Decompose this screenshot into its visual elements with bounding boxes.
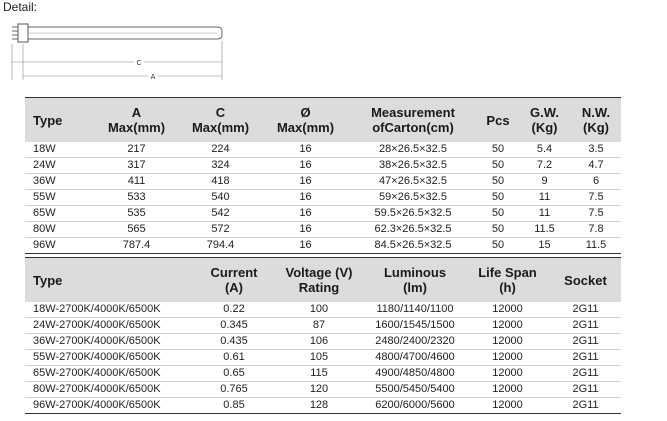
cell-pcs: 50 bbox=[491, 143, 505, 155]
header-life-span: Life Span (h) bbox=[465, 258, 550, 303]
cell-type: 80W bbox=[33, 223, 56, 235]
cell-current: 0.345 bbox=[220, 319, 248, 331]
cell-measurement: 47×26.5×32.5 bbox=[379, 175, 447, 187]
cell-a: 533 bbox=[127, 191, 146, 203]
cell-type: 65W bbox=[33, 207, 56, 219]
cell-socket: 2G11 bbox=[572, 335, 599, 347]
cell-gw: 5.4 bbox=[536, 143, 553, 155]
cell-voltage: 120 bbox=[309, 383, 329, 395]
cell-type: 96W-2700K/4000K/6500K bbox=[33, 399, 161, 411]
cell-type: 24W-2700K/4000K/6500K bbox=[33, 319, 161, 331]
header-a: A Max(mm) bbox=[95, 98, 178, 143]
cell-voltage: 100 bbox=[309, 303, 329, 315]
header-nw: N.W. (Kg) bbox=[571, 98, 621, 143]
cell-type: 55W bbox=[33, 191, 56, 203]
header-diameter: Ø Max(mm) bbox=[263, 98, 348, 143]
cell-type: 80W-2700K/4000K/6500K bbox=[33, 383, 161, 395]
table-row bbox=[25, 238, 621, 254]
cell-c: 418 bbox=[211, 175, 230, 187]
cell-pcs: 50 bbox=[491, 191, 505, 203]
header-gw: G.W. (Kg) bbox=[518, 98, 571, 143]
table-row bbox=[25, 382, 621, 398]
cell-diameter: 16 bbox=[299, 239, 312, 251]
cell-life-span: 12000 bbox=[492, 303, 523, 315]
table-row bbox=[25, 334, 621, 350]
cell-current: 0.85 bbox=[223, 399, 245, 411]
cell-type: 36W-2700K/4000K/6500K bbox=[33, 335, 161, 347]
cell-gw: 7.2 bbox=[536, 159, 553, 171]
header-measurement: Measurement ofCarton(cm) bbox=[348, 98, 478, 143]
cell-socket: 2G11 bbox=[572, 383, 599, 395]
cell-life-span: 12000 bbox=[492, 335, 523, 347]
cell-diameter: 16 bbox=[299, 207, 312, 219]
table-row bbox=[25, 142, 621, 158]
cell-measurement: 84.5×26.5×32.5 bbox=[374, 239, 452, 251]
cell-luminous: 4800/4700/4600 bbox=[375, 351, 455, 363]
cell-current: 0.65 bbox=[223, 367, 245, 379]
cell-a: 787.4 bbox=[122, 239, 151, 251]
cell-type: 96W bbox=[33, 239, 56, 251]
cell-a: 411 bbox=[127, 175, 146, 187]
cell-a: 317 bbox=[127, 159, 146, 171]
table-row bbox=[25, 222, 621, 238]
lamp-drawing bbox=[10, 14, 240, 86]
cell-luminous: 4900/4850/4800 bbox=[375, 367, 455, 379]
cell-diameter: 16 bbox=[299, 191, 312, 203]
cell-c: 224 bbox=[211, 143, 230, 155]
dimensions-table-header bbox=[25, 98, 621, 143]
cell-life-span: 12000 bbox=[492, 351, 523, 363]
cell-nw: 6 bbox=[592, 175, 600, 187]
cell-current: 0.22 bbox=[223, 303, 245, 315]
table-row bbox=[25, 398, 621, 414]
cell-pcs: 50 bbox=[491, 207, 505, 219]
cell-a: 535 bbox=[127, 207, 146, 219]
cell-nw: 11.5 bbox=[585, 239, 607, 251]
cell-diameter: 16 bbox=[299, 159, 312, 171]
cell-c: 540 bbox=[211, 191, 230, 203]
cell-measurement: 59.5×26.5×32.5 bbox=[374, 207, 452, 219]
table-row bbox=[25, 350, 621, 366]
cell-c: 324 bbox=[211, 159, 230, 171]
cell-luminous: 6200/6000/5600 bbox=[375, 399, 455, 411]
cell-current: 0.435 bbox=[220, 335, 248, 347]
cell-luminous: 1180/1140/1100 bbox=[376, 303, 454, 315]
cell-gw: 11 bbox=[538, 191, 551, 203]
cell-voltage: 87 bbox=[312, 319, 326, 331]
cell-a: 217 bbox=[127, 143, 146, 155]
cell-life-span: 12000 bbox=[492, 319, 523, 331]
cell-nw: 7.5 bbox=[588, 207, 604, 219]
dimensions-table bbox=[25, 97, 621, 254]
cell-pcs: 50 bbox=[491, 175, 505, 187]
cell-life-span: 12000 bbox=[492, 367, 523, 379]
lamp-dimension-diagram bbox=[10, 14, 240, 86]
cell-current: 0.765 bbox=[220, 383, 248, 395]
cell-pcs: 50 bbox=[491, 159, 505, 171]
cell-nw: 3.5 bbox=[588, 143, 604, 155]
header-current: Current (A) bbox=[195, 258, 273, 303]
table-row bbox=[25, 366, 621, 382]
header-luminous: Luminous (lm) bbox=[365, 258, 465, 303]
cell-nw: 7.5 bbox=[588, 191, 604, 203]
cell-gw: 15 bbox=[538, 239, 551, 251]
header-type: Type bbox=[25, 258, 195, 303]
table-row bbox=[25, 318, 621, 334]
electrical-table-header bbox=[25, 258, 621, 303]
cell-nw: 7.8 bbox=[588, 223, 604, 235]
cell-pcs: 50 bbox=[491, 223, 505, 235]
cell-measurement: 38×26.5×32.5 bbox=[379, 159, 447, 171]
cell-type: 24W bbox=[33, 159, 56, 171]
header-c: C Max(mm) bbox=[178, 98, 263, 143]
cell-c: 794.4 bbox=[206, 239, 235, 251]
cell-voltage: 105 bbox=[309, 351, 329, 363]
cell-measurement: 62.3×26.5×32.5 bbox=[374, 223, 452, 235]
cell-gw: 9 bbox=[541, 175, 548, 187]
cell-current: 0.61 bbox=[223, 351, 245, 363]
cell-life-span: 12000 bbox=[492, 399, 523, 411]
cell-voltage: 128 bbox=[309, 399, 329, 411]
cell-socket: 2G11 bbox=[572, 399, 599, 411]
cell-type: 65W-2700K/4000K/6500K bbox=[33, 367, 161, 379]
cell-socket: 2G11 bbox=[572, 319, 599, 331]
dimension-c-label: C bbox=[136, 60, 142, 67]
cell-socket: 2G11 bbox=[572, 351, 599, 363]
header-type: Type bbox=[25, 98, 95, 143]
header-socket: Socket bbox=[550, 258, 621, 303]
table-row bbox=[25, 174, 621, 190]
table-row bbox=[25, 206, 621, 222]
cell-voltage: 115 bbox=[310, 367, 328, 379]
cell-type: 55W-2700K/4000K/6500K bbox=[33, 351, 161, 363]
cell-socket: 2G11 bbox=[572, 303, 599, 315]
cell-a: 565 bbox=[127, 223, 146, 235]
cell-diameter: 16 bbox=[299, 223, 312, 235]
cell-luminous: 2480/2400/2320 bbox=[375, 335, 455, 347]
cell-measurement: 28×26.5×32.5 bbox=[379, 143, 447, 155]
header-pcs: Pcs bbox=[478, 98, 518, 143]
detail-label: Detail: bbox=[3, 0, 38, 14]
table-row bbox=[25, 302, 621, 318]
cell-type: 36W bbox=[33, 175, 56, 187]
cell-pcs: 50 bbox=[491, 239, 505, 251]
dimension-a-label: A bbox=[150, 74, 156, 81]
cell-type: 18W-2700K/4000K/6500K bbox=[33, 303, 161, 315]
cell-luminous: 5500/5450/5400 bbox=[375, 383, 455, 395]
cell-gw: 11 bbox=[538, 207, 551, 219]
cell-c: 542 bbox=[211, 207, 230, 219]
cell-socket: 2G11 bbox=[572, 367, 599, 379]
cell-nw: 4.7 bbox=[588, 159, 604, 171]
cell-type: 18W bbox=[33, 143, 56, 155]
cell-diameter: 16 bbox=[299, 143, 312, 155]
cell-measurement: 59×26.5×32.5 bbox=[379, 191, 447, 203]
cell-gw: 11.5 bbox=[534, 223, 555, 235]
header-voltage: Voltage (V) Rating bbox=[273, 258, 365, 303]
cell-voltage: 106 bbox=[309, 335, 329, 347]
cell-c: 572 bbox=[211, 223, 230, 235]
table-row bbox=[25, 190, 621, 206]
cell-diameter: 16 bbox=[299, 175, 312, 187]
cell-luminous: 1600/1545/1500 bbox=[375, 319, 455, 331]
cell-life-span: 12000 bbox=[492, 383, 523, 395]
electrical-table bbox=[25, 257, 621, 414]
table-row bbox=[25, 158, 621, 174]
